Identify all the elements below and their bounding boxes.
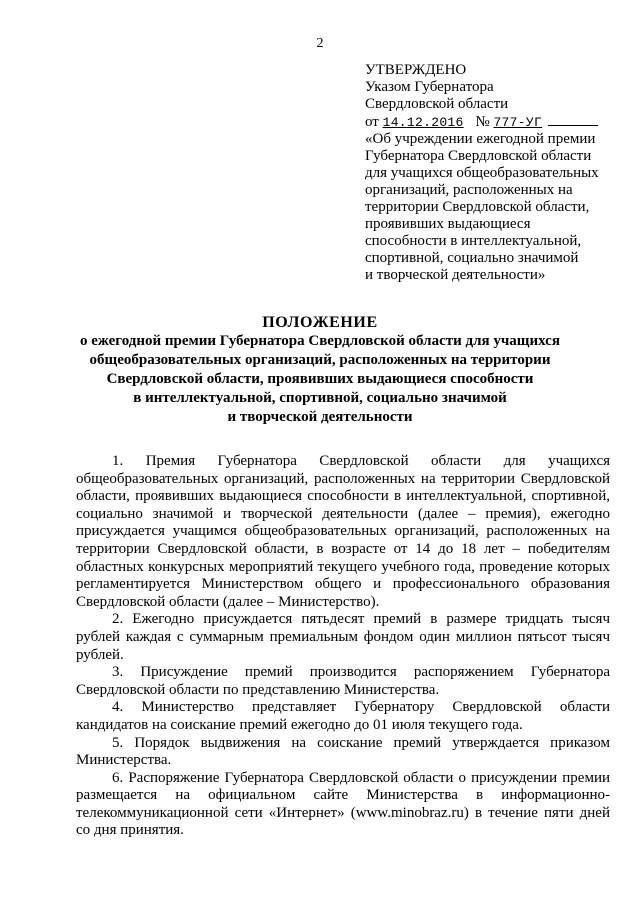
date-prefix: от — [365, 114, 379, 130]
document-heading — [60, 313, 580, 427]
decree-title-5: территории Свердловской области, — [365, 199, 590, 215]
decree-date-number-line — [365, 113, 610, 131]
decree-title-2: Губернатора Свердловской области — [365, 148, 592, 164]
approval-stamp-block — [365, 62, 610, 284]
decree-title-1: «Об учреждении ежегодной премии — [365, 131, 596, 147]
subtitle-line-1: о ежегодной премии Губернатора Свердловской области для учащихся — [80, 333, 560, 349]
decree-title-3: для учащихся общеобразовательных — [365, 165, 599, 181]
decree-date: 14.12.2016 — [382, 115, 464, 130]
decree-title-6: проявивших выдающиеся — [365, 216, 531, 232]
paragraph-6: 6. Распоряжение Губернатора Свердловской области о присуждении премии размещается на официальном сайте Министерства в информационно-телекоммуникационной сети «Интернет» (www.minobraz.ru) в течение пяти дней со дня принятия. — [76, 769, 610, 839]
decree-line-1: Указом Губернатора — [365, 79, 494, 95]
approved-label: УТВЕРЖДЕНО — [365, 62, 467, 78]
paragraph-4: 4. Министерство представляет Губернатору Свердловской области кандидатов на соискание премий ежегодно до 01 июля текущего года. — [76, 699, 610, 733]
subtitle-line-2: общеобразовательных организаций, расположенных на территории — [89, 352, 551, 368]
decree-title-7: способности в интеллектуальной, — [365, 233, 582, 249]
document-title: ПОЛОЖЕНИЕ — [262, 314, 378, 331]
paragraph-2: 2. Ежегодно присуждается пятьдесят премий в размере тридцать тысяч рублей каждая с суммарным премиальным фондом один миллион пятьсот тысяч рублей. — [76, 611, 610, 663]
document-body — [76, 453, 610, 840]
subtitle-line-5: и творческой деятельности — [227, 409, 413, 425]
subtitle-line-4: в интеллектуальной, спортивной, социально значимой — [133, 390, 507, 406]
subtitle-line-3: Свердловской области, проявивших выдающиеся способности — [106, 371, 534, 387]
number-underline — [548, 113, 598, 126]
decree-title-9: и творческой деятельности» — [365, 267, 546, 283]
decree-number: 777-УГ — [493, 115, 543, 130]
decree-title-8: спортивной, социально значимой — [365, 250, 579, 266]
paragraph-1: 1. Премия Губернатора Свердловской области для учащихся общеобразовательных организаций, расположенных на территории Свердловской области, проявивших выдающиеся способности в интеллектуальной, спортивной, социально значимой и творческой деятельности (далее – премия), ежегодно присуждается учащимся общеобразовательных организаций, расположенных на территории Свердловской области, в возрасте от 14 до 18 лет – победителям областных конкурсных мероприятий текущего учебного года, проведение которых регламентируется Министерством общего и профессионального образования Свердловской области (далее – Министерство). — [76, 453, 610, 610]
paragraph-3: 3. Присуждение премий производится распоряжением Губернатора Свердловской области по представлению Министерства. — [76, 664, 610, 698]
decree-line-2: Свердловской области — [365, 96, 509, 112]
number-prefix: № — [475, 114, 490, 130]
decree-title-4: организаций, расположенных на — [365, 182, 573, 198]
page-number: 2 — [316, 36, 324, 51]
paragraph-5: 5. Порядок выдвижения на соискание премий утверждается приказом Министерства. — [76, 734, 610, 769]
